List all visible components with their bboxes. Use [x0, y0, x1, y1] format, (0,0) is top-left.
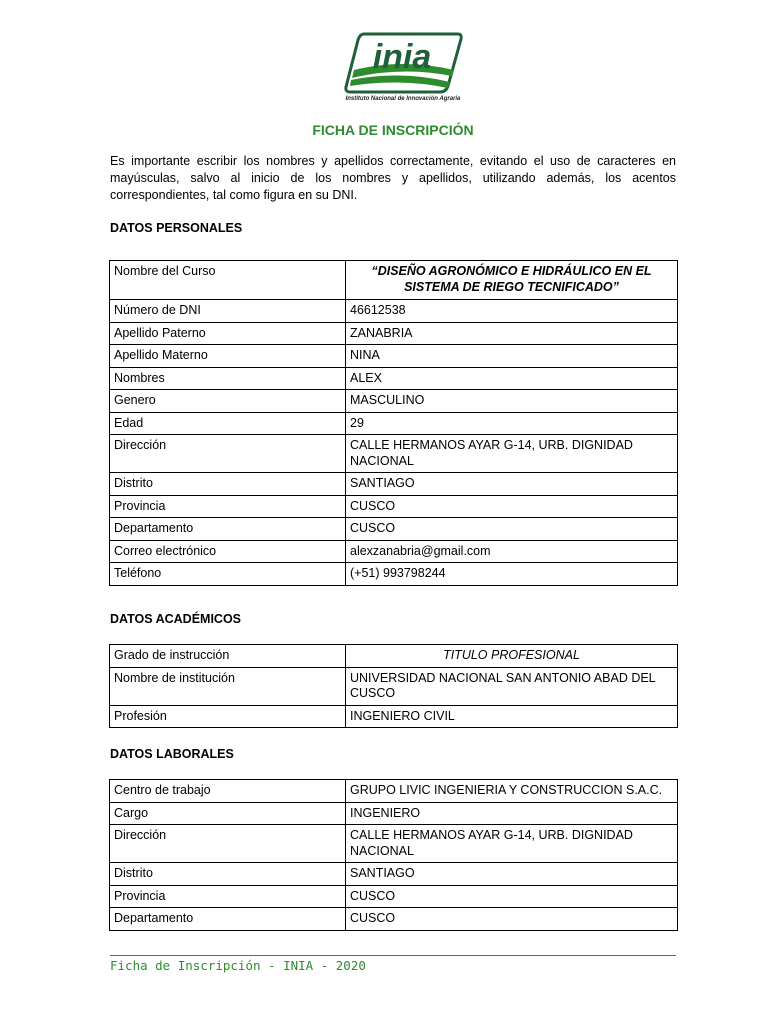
row-label: Correo electrónico [110, 540, 346, 563]
personal-data-table [109, 260, 678, 586]
row-value: CALLE HERMANOS AYAR G-14, URB. DIGNIDAD NACIONAL [346, 825, 678, 863]
row-value: UNIVERSIDAD NACIONAL SAN ANTONIO ABAD DEL CUSCO [346, 667, 678, 705]
row-label: Provincia [110, 495, 346, 518]
row-label: Dirección [110, 825, 346, 863]
table-row [110, 825, 678, 863]
row-label: Provincia [110, 885, 346, 908]
row-label: Departamento [110, 908, 346, 931]
row-value: MASCULINO [346, 390, 678, 413]
row-value: INGENIERO CIVIL [346, 705, 678, 728]
row-value: SANTIAGO [346, 473, 678, 496]
row-value: 46612538 [346, 300, 678, 323]
row-label: Centro de trabajo [110, 780, 346, 803]
row-label: Grado de instrucción [110, 645, 346, 668]
section-work-heading: DATOS LABORALES [110, 747, 234, 761]
table-row [110, 473, 678, 496]
work-data-table [109, 779, 678, 931]
row-value: TITULO PROFESIONAL [346, 645, 678, 668]
row-label: Nombre del Curso [110, 261, 346, 300]
section-academic-heading: DATOS ACADÉMICOS [110, 612, 242, 626]
table-row [110, 540, 678, 563]
row-value: CUSCO [346, 908, 678, 931]
table-row [110, 667, 678, 705]
academic-data-table [109, 644, 678, 728]
row-value: NINA [346, 345, 678, 368]
row-label: Dirección [110, 435, 346, 473]
row-label: Profesión [110, 705, 346, 728]
row-value: ALEX [346, 367, 678, 390]
row-value: (+51) 993798244 [346, 563, 678, 586]
table-row [110, 261, 678, 300]
row-label: Distrito [110, 863, 346, 886]
row-label: Genero [110, 390, 346, 413]
row-value: alexzanabria@gmail.com [346, 540, 678, 563]
row-value: CUSCO [346, 495, 678, 518]
table-row [110, 780, 678, 803]
table-row [110, 885, 678, 908]
table-row [110, 435, 678, 473]
row-label: Departamento [110, 518, 346, 541]
row-label: Teléfono [110, 563, 346, 586]
intro-paragraph: Es importante escribir los nombres y apellidos correctamente, evitando el uso de caracteres en mayúsculas, salvo al inicio de los nombres y apellidos, utilizando además, los acentos correspondientes, tal como figura en su DNI. [110, 154, 676, 202]
row-label: Edad [110, 412, 346, 435]
row-value: INGENIERO [346, 802, 678, 825]
page-title: FICHA DE INSCRIPCIÓN [312, 122, 474, 138]
table-row [110, 322, 678, 345]
table-row [110, 802, 678, 825]
table-row [110, 345, 678, 368]
table-row [110, 495, 678, 518]
row-label: Número de DNI [110, 300, 346, 323]
row-label: Apellido Materno [110, 345, 346, 368]
row-label: Nombre de institución [110, 667, 346, 705]
logo-caption: Instituto Nacional de Innovación Agraria [345, 96, 461, 102]
row-value: CUSCO [346, 885, 678, 908]
row-label: Distrito [110, 473, 346, 496]
table-row [110, 863, 678, 886]
row-value: SANTIAGO [346, 863, 678, 886]
row-value: ZANABRIA [346, 322, 678, 345]
table-row [110, 908, 678, 931]
row-value: CUSCO [346, 518, 678, 541]
logo-wordmark: inia [372, 38, 432, 76]
table-row [110, 367, 678, 390]
table-row [110, 412, 678, 435]
row-value: CALLE HERMANOS AYAR G-14, URB. DIGNIDAD NACIONAL [346, 435, 678, 473]
row-label: Nombres [110, 367, 346, 390]
row-value: 29 [346, 412, 678, 435]
footer-divider [110, 955, 676, 956]
page-footer: Ficha de Inscripción - INIA - 2020 [110, 958, 366, 973]
row-value: GRUPO LIVIC INGENIERIA Y CONSTRUCCION S.A.C. [346, 780, 678, 803]
table-row [110, 645, 678, 668]
section-personal-heading: DATOS PERSONALES [110, 221, 243, 235]
table-row [110, 300, 678, 323]
table-row [110, 563, 678, 586]
table-row [110, 705, 678, 728]
row-label: Apellido Paterno [110, 322, 346, 345]
row-value: “DISEÑO AGRONÓMICO E HIDRÁULICO EN EL SISTEMA DE RIEGO TECNIFICADO” [346, 261, 678, 300]
table-row [110, 518, 678, 541]
row-label: Cargo [110, 802, 346, 825]
table-row [110, 390, 678, 413]
